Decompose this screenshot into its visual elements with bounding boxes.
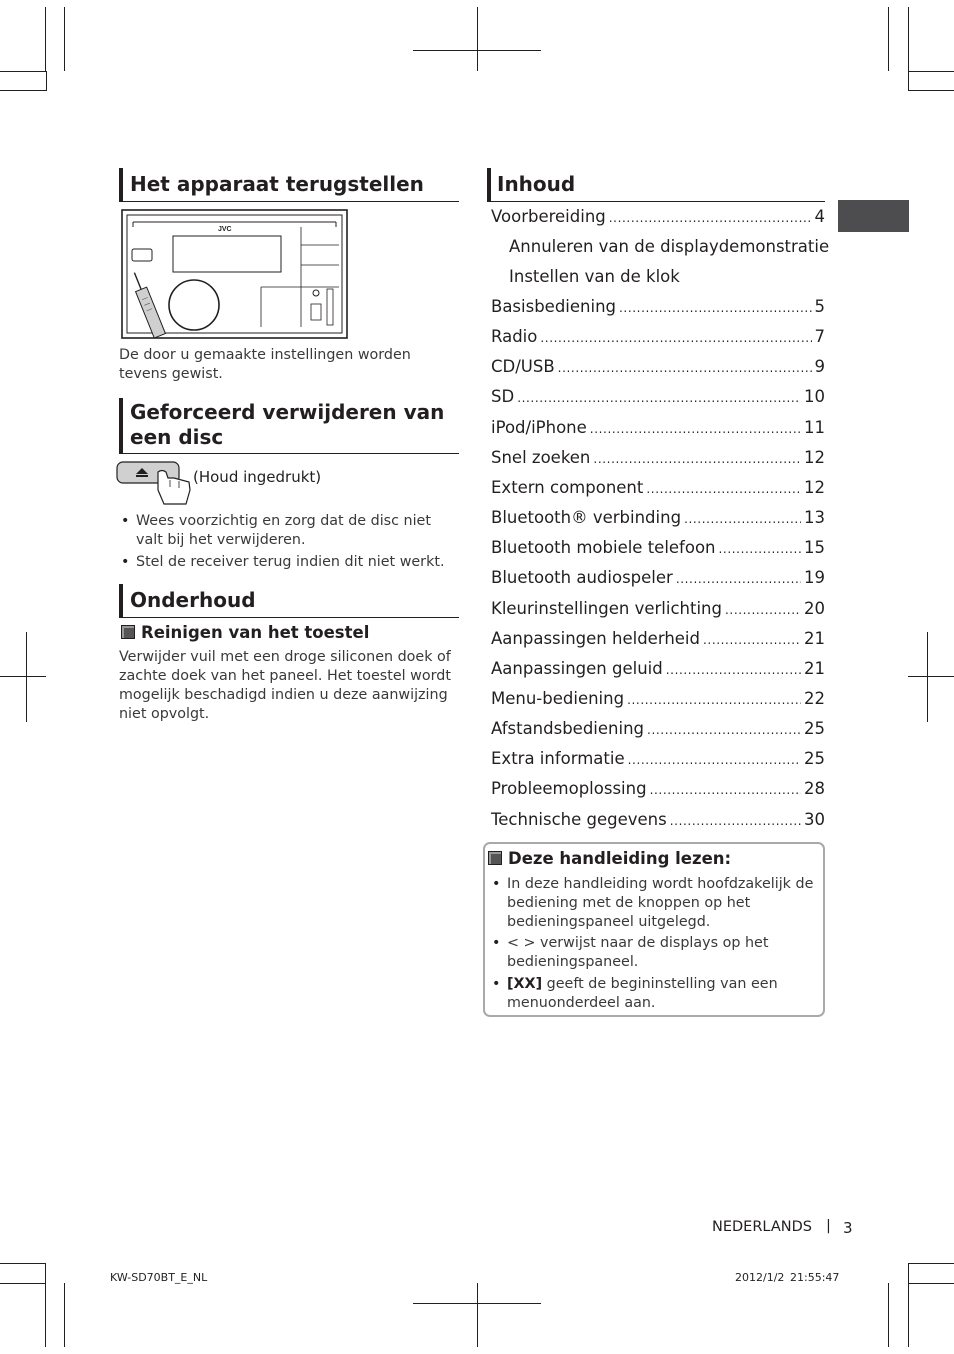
- toc-entry-label: Extra informatie: [491, 749, 625, 768]
- toc-leader-dots: [590, 418, 801, 440]
- toc-entry-label: Bluetooth mobiele telefoon: [491, 538, 716, 557]
- manual-bullet-text: In deze handleiding wordt hoofdzakelijk de bediening met de knoppen op het bedieningspaneel uitgelegd.: [507, 876, 814, 930]
- toc-entry: [491, 628, 825, 650]
- toc-entry-page: 12: [804, 448, 825, 467]
- toc-leader-dots: [650, 779, 801, 801]
- toc-leader-dots: [593, 448, 801, 470]
- toc-entry-label: Bluetooth® verbinding: [491, 508, 682, 527]
- eject-bullet-2: • Stel de receiver terug indien dit niet werkt.: [119, 553, 459, 572]
- toc-leader-dots: [666, 659, 801, 681]
- toc-entry-page: 15: [804, 538, 825, 557]
- reset-heading: Het apparaat terugstellen: [130, 172, 424, 196]
- toc-entry: [491, 809, 825, 831]
- toc-leader-dots: [684, 508, 801, 530]
- toc-entry-label: Aanpassingen helderheid: [491, 629, 700, 648]
- toc-sub-entry: Annuleren van de displaydemonstratie: [509, 237, 830, 256]
- toc-leader-dots: [725, 599, 801, 621]
- toc-entry-page: 9: [814, 357, 825, 376]
- toc-entry: [491, 688, 825, 710]
- manual-box-heading-text: Deze handleiding lezen:: [508, 849, 732, 868]
- manual-bullet-2: [490, 934, 815, 972]
- footer-separator: |: [826, 1218, 831, 1234]
- toc-entry-label: Voorbereiding: [491, 207, 606, 226]
- toc-entry-label: Radio: [491, 327, 538, 346]
- toc-entry-page: 28: [804, 779, 825, 798]
- toc-entry-page: 20: [804, 599, 825, 618]
- toc-entry: [491, 598, 825, 620]
- toc-entry-page: 10: [804, 387, 825, 406]
- language-side-tab: [838, 200, 909, 232]
- manual-box-heading: [488, 849, 731, 868]
- toc-entry-page: 25: [804, 719, 825, 738]
- toc-entry: [491, 206, 825, 228]
- toc-entry: [491, 778, 825, 800]
- toc-entry-label: SD: [491, 387, 515, 406]
- toc-leader-dots: [558, 357, 812, 379]
- toc-entry-label: Kleurinstellingen verlichting: [491, 599, 722, 618]
- toc-leader-dots: [676, 568, 801, 590]
- toc-entry-page: 5: [814, 297, 825, 316]
- toc-entry-label: iPod/iPhone: [491, 418, 587, 437]
- toc-leader-dots: [646, 478, 801, 500]
- toc-entry: [491, 477, 825, 499]
- square-bullet-icon: [488, 851, 502, 865]
- toc-entry: [491, 718, 825, 740]
- manual-bullet-bold: [XX]: [507, 976, 543, 992]
- toc-entry-label: Bluetooth audiospeler: [491, 568, 673, 587]
- toc-entry-label: Snel zoeken: [491, 448, 591, 467]
- footer-language: NEDERLANDS: [712, 1219, 812, 1235]
- manual-bullet-text: geeft de begininstelling van een menuonderdeel aan.: [507, 976, 778, 1011]
- toc-entry-page: 7: [814, 327, 825, 346]
- toc-leader-dots: [609, 207, 812, 229]
- toc-entry: [491, 417, 825, 439]
- toc-entry-label: Technische gegevens: [491, 810, 667, 829]
- toc-heading: Inhoud: [497, 172, 576, 196]
- toc-leader-dots: [517, 387, 801, 409]
- toc-entry-label: CD/USB: [491, 357, 555, 376]
- reset-description: De door u gemaakte instellingen worden tevens gewist.: [119, 347, 411, 382]
- print-time: 21:55:47: [790, 1271, 840, 1284]
- toc-leader-dots: [719, 538, 801, 560]
- device-illustration: [121, 209, 348, 339]
- toc-entry: [491, 326, 825, 348]
- toc-entry-page: 11: [804, 418, 825, 437]
- print-date: 2012/1/2: [735, 1271, 785, 1284]
- toc-entry: [491, 386, 825, 408]
- toc-entry: [491, 507, 825, 529]
- toc-entry-page: 21: [804, 629, 825, 648]
- toc-entry: [491, 296, 825, 318]
- square-bullet-icon: [121, 625, 135, 639]
- manual-bullet-3: [490, 975, 815, 1013]
- maintenance-heading: Onderhoud: [130, 588, 256, 612]
- manual-bullet-text: < > verwijst naar de displays op het bedieningspaneel.: [507, 935, 769, 970]
- page-number: 3: [843, 1219, 853, 1237]
- toc-entry-page: 13: [804, 508, 825, 527]
- toc-leader-dots: [628, 749, 801, 771]
- eject-heading: Geforceerd verwijderen van een disc: [130, 400, 445, 449]
- device-brand-logo: JVC: [218, 226, 232, 233]
- toc-entry-label: Aanpassingen geluid: [491, 659, 663, 678]
- toc-entry: [491, 356, 825, 378]
- toc-entry: [491, 537, 825, 559]
- hold-label: (Houd ingedrukt): [193, 468, 322, 486]
- toc-entry-page: 4: [814, 207, 825, 226]
- toc-leader-dots: [619, 297, 811, 319]
- toc-entry-label: Basisbediening: [491, 297, 617, 316]
- cleaning-text: Verwijder vuil met een droge siliconen doek of zachte doek van het paneel. Het toestel wordt mogelijk beschadigd indien u deze aanwijzing niet opvolgt.: [119, 649, 451, 722]
- eject-bullet-1: • Wees voorzichtig en zorg dat de disc niet valt bij het verwijderen.: [119, 512, 459, 550]
- toc-leader-dots: [703, 629, 801, 651]
- toc-entry-page: 21: [804, 659, 825, 678]
- toc-entry-page: 30: [804, 810, 825, 829]
- toc-leader-dots: [540, 327, 811, 349]
- toc-entry-label: Probleemoplossing: [491, 779, 647, 798]
- cleaning-subheading: [121, 623, 369, 642]
- toc-entry-page: 19: [804, 568, 825, 587]
- toc-leader-dots: [670, 810, 801, 832]
- cleaning-subheading-text: Reinigen van het toestel: [141, 623, 370, 642]
- eject-button-illustration: [116, 460, 194, 508]
- toc-entry-label: Menu-bediening: [491, 689, 625, 708]
- toc-entry: [491, 447, 825, 469]
- toc-entry-page: 12: [804, 478, 825, 497]
- toc-entry-page: 22: [804, 689, 825, 708]
- toc-entry: [491, 748, 825, 770]
- toc-entry: [491, 658, 825, 680]
- toc-leader-dots: [627, 689, 801, 711]
- toc-entry: [491, 567, 825, 589]
- toc-entry-label: Extern component: [491, 478, 644, 497]
- file-code: KW-SD70BT_E_NL: [110, 1271, 208, 1284]
- toc-leader-dots: [647, 719, 801, 741]
- toc-sub-entry: Instellen van de klok: [509, 267, 680, 286]
- toc-entry-label: Afstandsbediening: [491, 719, 645, 738]
- manual-bullet-1: [490, 875, 815, 932]
- toc-entry-page: 25: [804, 749, 825, 768]
